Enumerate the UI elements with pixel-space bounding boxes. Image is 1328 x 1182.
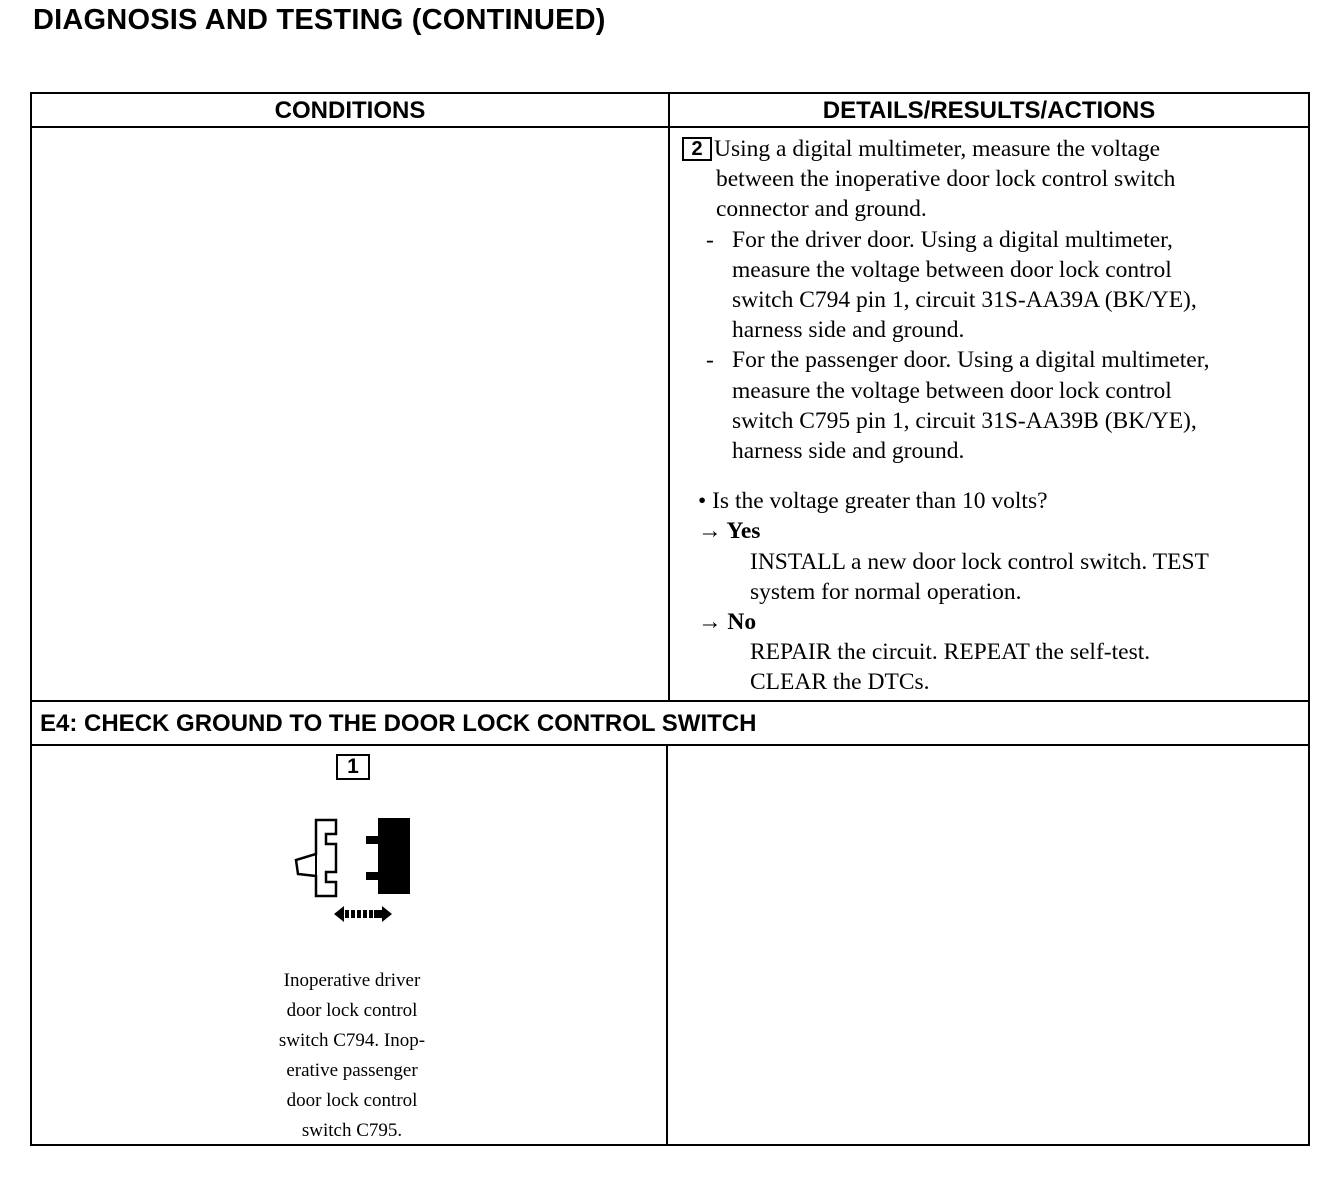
caption-line: door lock control xyxy=(286,1000,418,1021)
item-line: switch C794 pin 1, circuit 31S-AA39A (BK/YE), xyxy=(732,287,1197,314)
page-title: DIAGNOSIS AND TESTING (CONTINUED) xyxy=(33,4,606,36)
intro-line: connector and ground. xyxy=(716,196,927,223)
diagnosis-table xyxy=(30,92,1310,1146)
caption-line: door lock control xyxy=(286,1090,418,1111)
caption-line: switch C794. Inop- xyxy=(278,1030,426,1051)
item-line: harness side and ground. xyxy=(732,438,965,465)
item-line: measure the voltage between door lock control xyxy=(732,377,1172,404)
item-line: For the passenger door. Using a digital multimeter, xyxy=(732,347,1210,374)
step-2-number-box: 2 xyxy=(682,137,712,161)
no-action-line: CLEAR the DTCs. xyxy=(750,669,930,696)
figure-caption xyxy=(232,966,472,1146)
no-branch-label: → No xyxy=(698,609,757,636)
step-1-number-box: 1 xyxy=(336,754,370,780)
no-action-line: REPAIR the circuit. REPEAT the self-test. xyxy=(750,639,1151,666)
yes-action-line: system for normal operation. xyxy=(750,578,1022,605)
intro-line: Using a digital multimeter, measure the voltage xyxy=(714,136,1161,162)
intro-line: between the inoperative door lock control switch xyxy=(716,166,1176,193)
row-divider-bottom xyxy=(32,744,1308,746)
yes-branch-label: → Yes xyxy=(698,518,761,545)
caption-line: switch C795. xyxy=(301,1120,403,1141)
details-header: DETAILS/RESULTS/ACTIONS xyxy=(822,97,1156,124)
yes-action-line: INSTALL a new door lock control switch. TEST xyxy=(750,548,1209,575)
step-2-intro xyxy=(680,134,1300,164)
connector-disconnect-icon xyxy=(288,814,418,930)
item-line: switch C795 pin 1, circuit 31S-AA39B (BK/YE), xyxy=(732,407,1197,434)
caption-line: Inoperative driver xyxy=(283,970,421,991)
voltage-question: • Is the voltage greater than 10 volts? xyxy=(698,488,1048,515)
column-divider-lower xyxy=(666,744,668,1146)
passenger-door-item xyxy=(680,345,1300,466)
e4-section-title: E4: CHECK GROUND TO THE DOOR LOCK CONTROL SWITCH xyxy=(40,710,757,737)
driver-door-item xyxy=(680,225,1300,346)
dash-marker: - xyxy=(706,226,714,253)
item-line: measure the voltage between door lock control xyxy=(732,256,1172,283)
step-2-details xyxy=(680,134,1300,698)
caption-line: erative passenger xyxy=(286,1060,418,1081)
row-divider-top xyxy=(32,700,1308,702)
conditions-header: CONDITIONS xyxy=(274,97,426,124)
item-line: For the driver door. Using a digital multimeter, xyxy=(732,226,1173,253)
column-divider-upper xyxy=(668,94,670,700)
item-line: harness side and ground. xyxy=(732,317,965,344)
dash-marker: - xyxy=(706,347,714,374)
